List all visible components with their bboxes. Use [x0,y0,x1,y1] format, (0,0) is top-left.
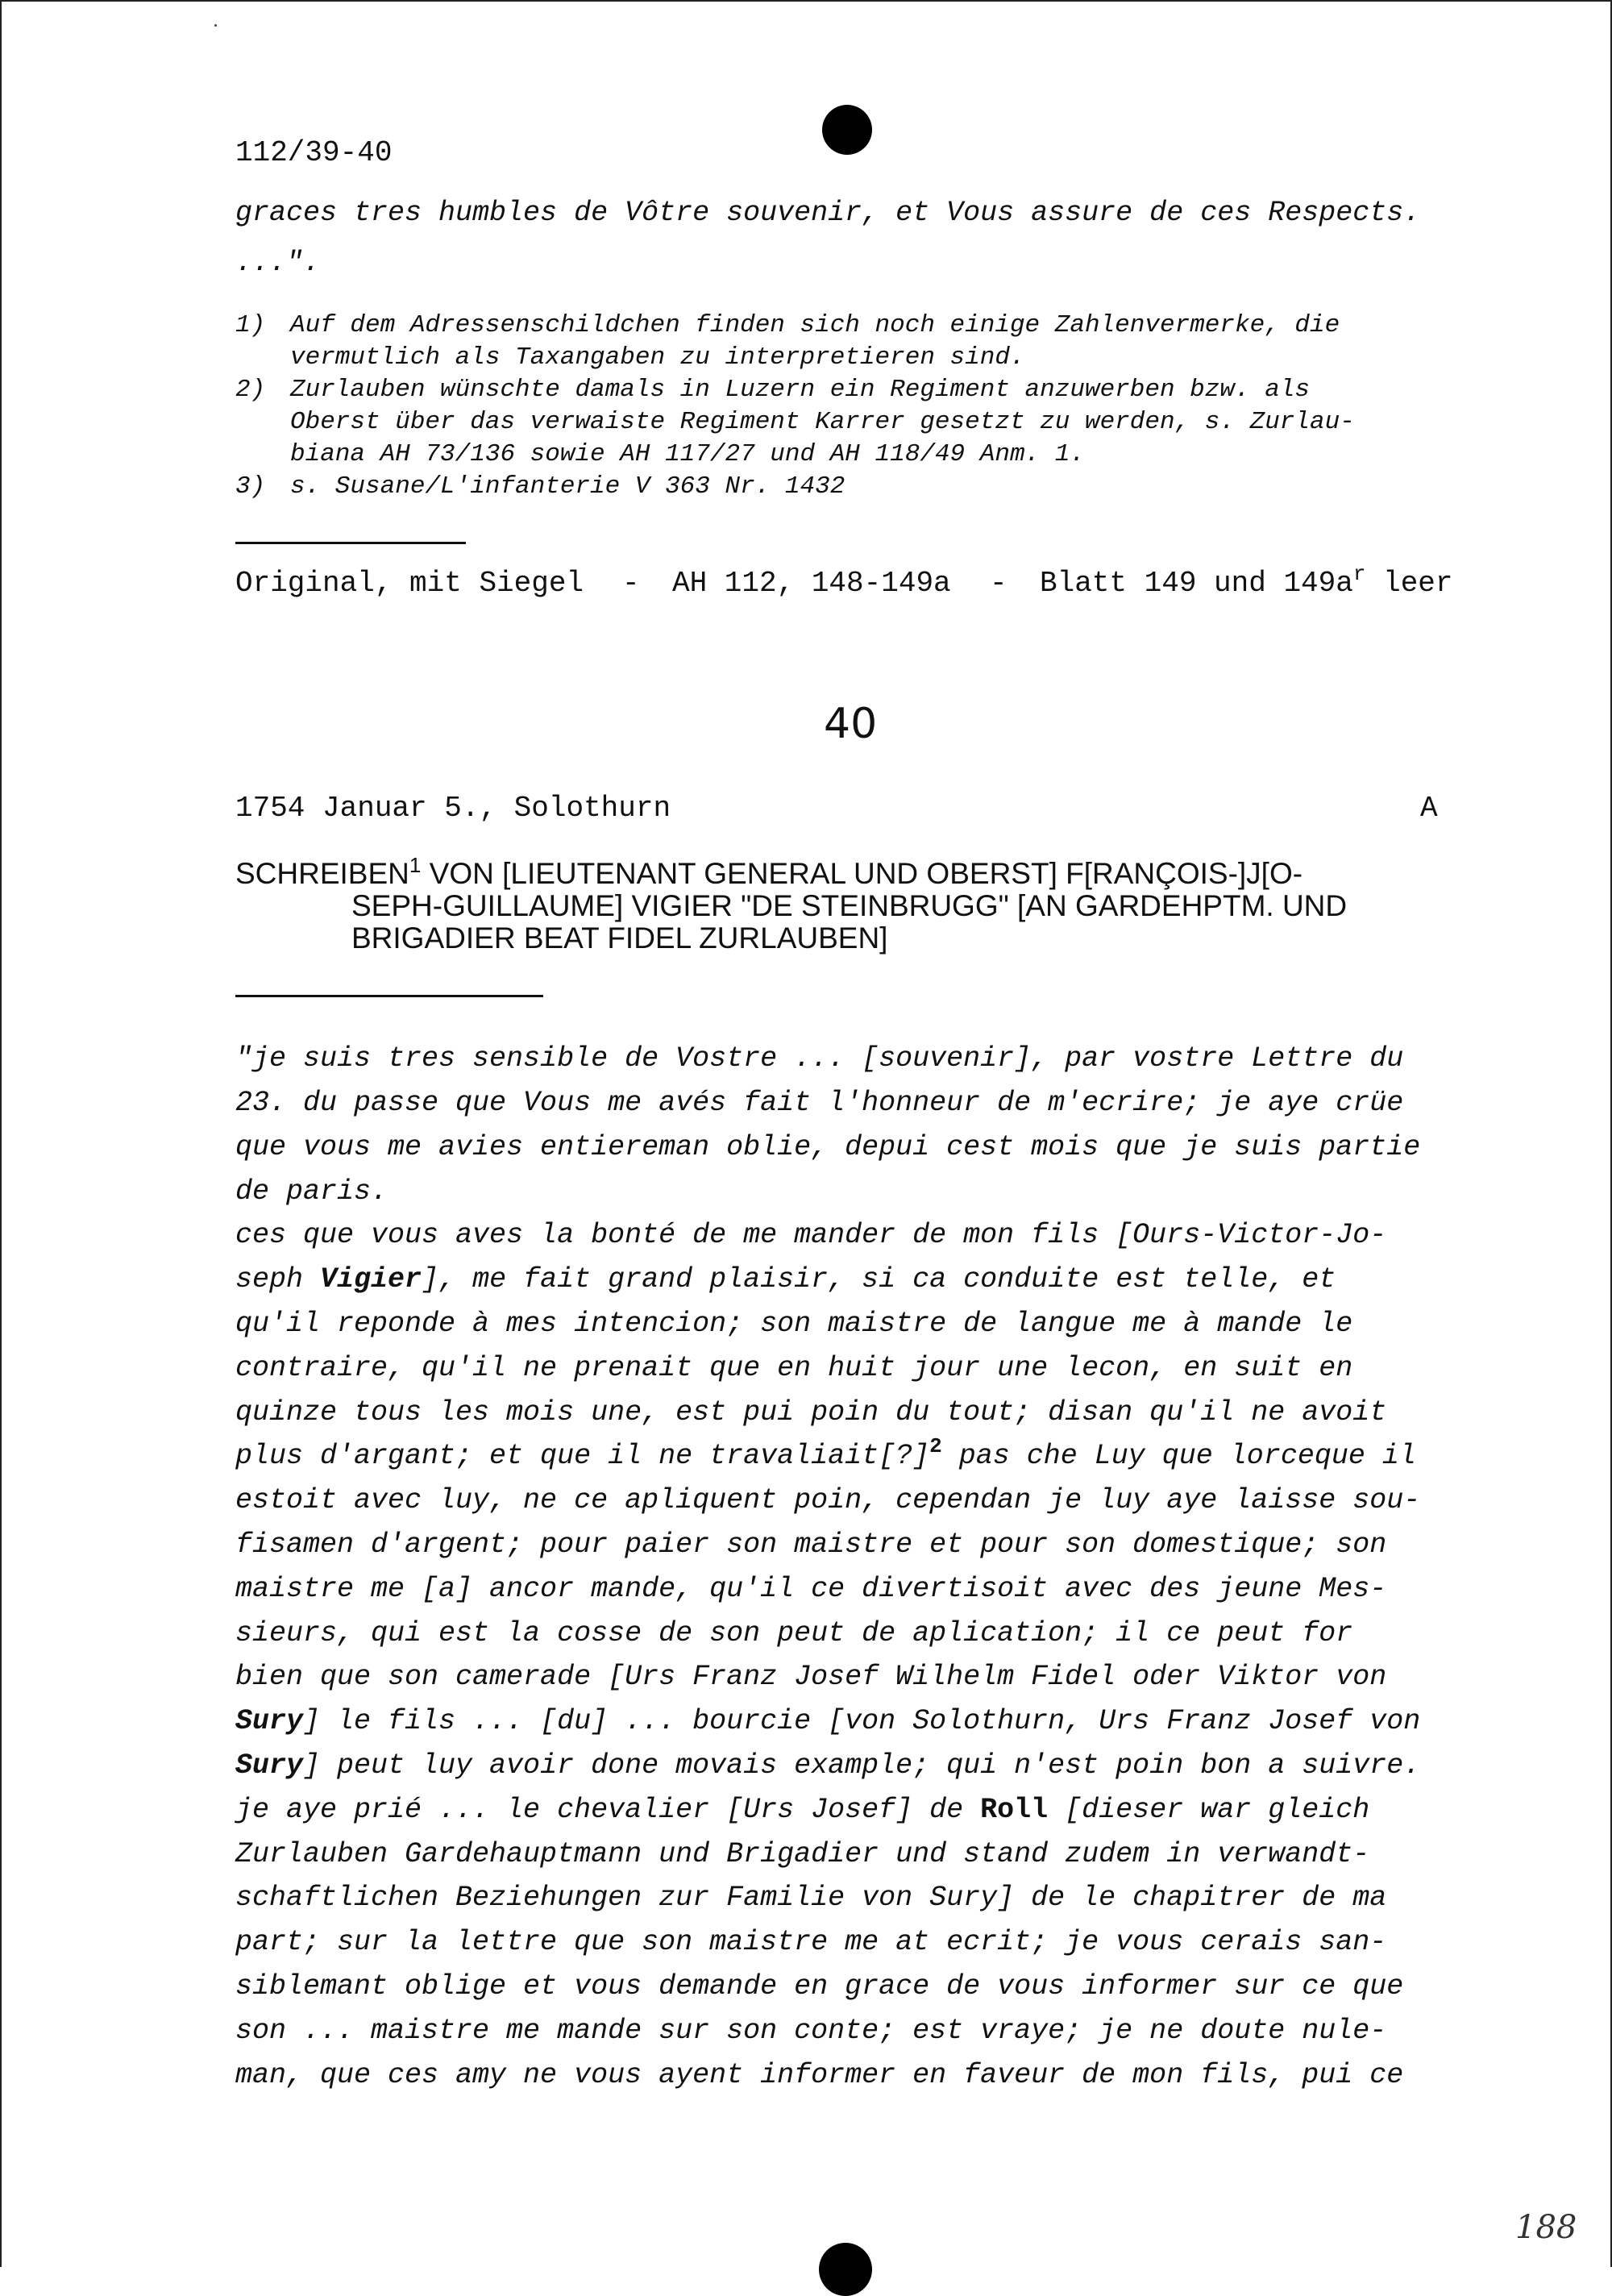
body-line: seph Vigier], me fait grand plaisir, si ca conduite est telle, et [235,1263,1336,1296]
body-line: plus d'argant; et que il ne travaliait[?]$^2$ pas che Luy que lorceque il [235,1434,1416,1472]
footnote-line: Auf dem Adressenschildchen finden sich noch einige Zahlenvermerke, die [290,311,1340,339]
footnote-number: 2) [235,376,266,404]
body-line: 23. du passe que Vous me avés fait l'honneur de m'ecrire; je aye crüe [235,1087,1404,1119]
footnote-number: 1) [235,311,266,339]
heading-line: BRIGADIER BEAT FIDEL ZURLAUBEN] [351,921,888,955]
heading-line: SCHREIBEN$^1$ VON [LIEUTENANT GENERAL UND OBERST] F[RANÇOIS-]J[O- [235,853,1303,890]
body-line: "je suis tres sensible de Vostre ... [souvenir], par vostre Lettre du [235,1042,1404,1075]
source-original: Original, mit Siegel [235,567,584,600]
footnote-line: Oberst über das verwaiste Regiment Karrer gesetzt zu werden, s. Zurlau- [290,408,1355,436]
footnote-divider [235,542,466,544]
heading-line: SEPH-GUILLAUME] VIGIER "DE STEINBRUGG" [AN GARDEHPTM. UND [351,889,1348,922]
body-line: part; sur la lettre que son maistre me at ecrit; je vous cerais san- [235,1926,1387,1958]
body-line: Zurlauben Gardehauptmann und Brigadier und stand zudem in verwandt- [235,1838,1370,1870]
body-line: Sury] peut luy avoir done movais example; qui n'est poin bon a suivre. [235,1749,1421,1782]
body-line: que vous me avies entiereman oblie, depui cest mois que je suis partie [235,1131,1421,1163]
body-line: qu'il reponde à mes intencion; son maistre de langue me à mande le [235,1308,1353,1340]
footnote-line: biana AH 73/136 sowie AH 117/27 und AH 118/49 Anm. 1. [290,440,1085,468]
intro-line: graces tres humbles de Vôtre souvenir, et Vous assure de ces Respects. [235,197,1421,229]
footnote-line: s. Susane/L'infanterie V 363 Nr. 1432 [290,472,845,501]
footnote-line: Zurlauben wünschte damals in Luzern ein Regiment anzuwerben bzw. als [290,376,1311,404]
source-archive-ref: AH 112, 148-149a [672,567,951,600]
source-dash: - [622,567,640,600]
body-line: ces que vous aves la bonté de me mander de mon fils [Ours-Victor-Jo- [235,1219,1387,1251]
body-line: sieurs, qui est la cosse de son peut de aplication; il ce peut for [235,1617,1353,1649]
body-line: je aye prié ... le chevalier [Urs Josef] de Roll [dieser war gleich [235,1794,1370,1826]
body-line: Sury] le fils ... [du] ... bourcie [von Solothurn, Urs Franz Josef von [235,1705,1421,1737]
body-line: maistre me [a] ancor mande, qu'il ce divertisoit avec des jeune Mes- [235,1573,1387,1605]
body-line: quinze tous les mois une, est pui poin du tout; disan qu'il ne avoit [235,1396,1387,1429]
date-place: 1754 Januar 5., Solothurn [235,792,671,825]
scan-speck [214,24,217,27]
body-line: fisamen d'argent; pour paier son maistre et pour son domestique; son [235,1529,1387,1561]
heading-divider [235,995,543,997]
punch-hole-top [822,105,872,155]
footnote-number: 3) [235,472,266,501]
body-line: siblemant oblige et vous demande en grace de vous informer sur ce que [235,1970,1404,2003]
punch-hole-bottom [819,2243,872,2296]
body-line: schaftlichen Beziehungen zur Familie von Sury] de le chapitrer de ma [235,1882,1387,1914]
body-line: de paris. [235,1175,388,1208]
body-line: man, que ces amy ne vous ayent informer en faveur de mon fils, pui ce [235,2059,1404,2091]
document-class: A [1420,792,1438,825]
body-line: son ... maistre me mande sur son conte; est vraye; je ne doute nule- [235,2015,1387,2047]
source-dash: - [990,567,1008,600]
page-reference: 112/39-40 [235,136,393,169]
body-line: estoit avec luy, ne ce apliquent poin, cependan je luy aye laisse sou- [235,1484,1421,1516]
intro-end: ...". [235,247,321,279]
body-line: bien que son camerade [Urs Franz Josef Wilhelm Fidel oder Viktor von [235,1661,1387,1693]
folio-pencil-mark: 188 [1515,2209,1577,2246]
source-blatt: Blatt 149 und $149a^r$ leer [1040,562,1453,600]
document-number: 40 [824,700,878,748]
footnote-line: vermutlich als Taxangaben zu interpretieren sind. [290,343,1025,372]
body-line: contraire, qu'il ne prenait que en huit jour une lecon, en suit en [235,1352,1353,1384]
